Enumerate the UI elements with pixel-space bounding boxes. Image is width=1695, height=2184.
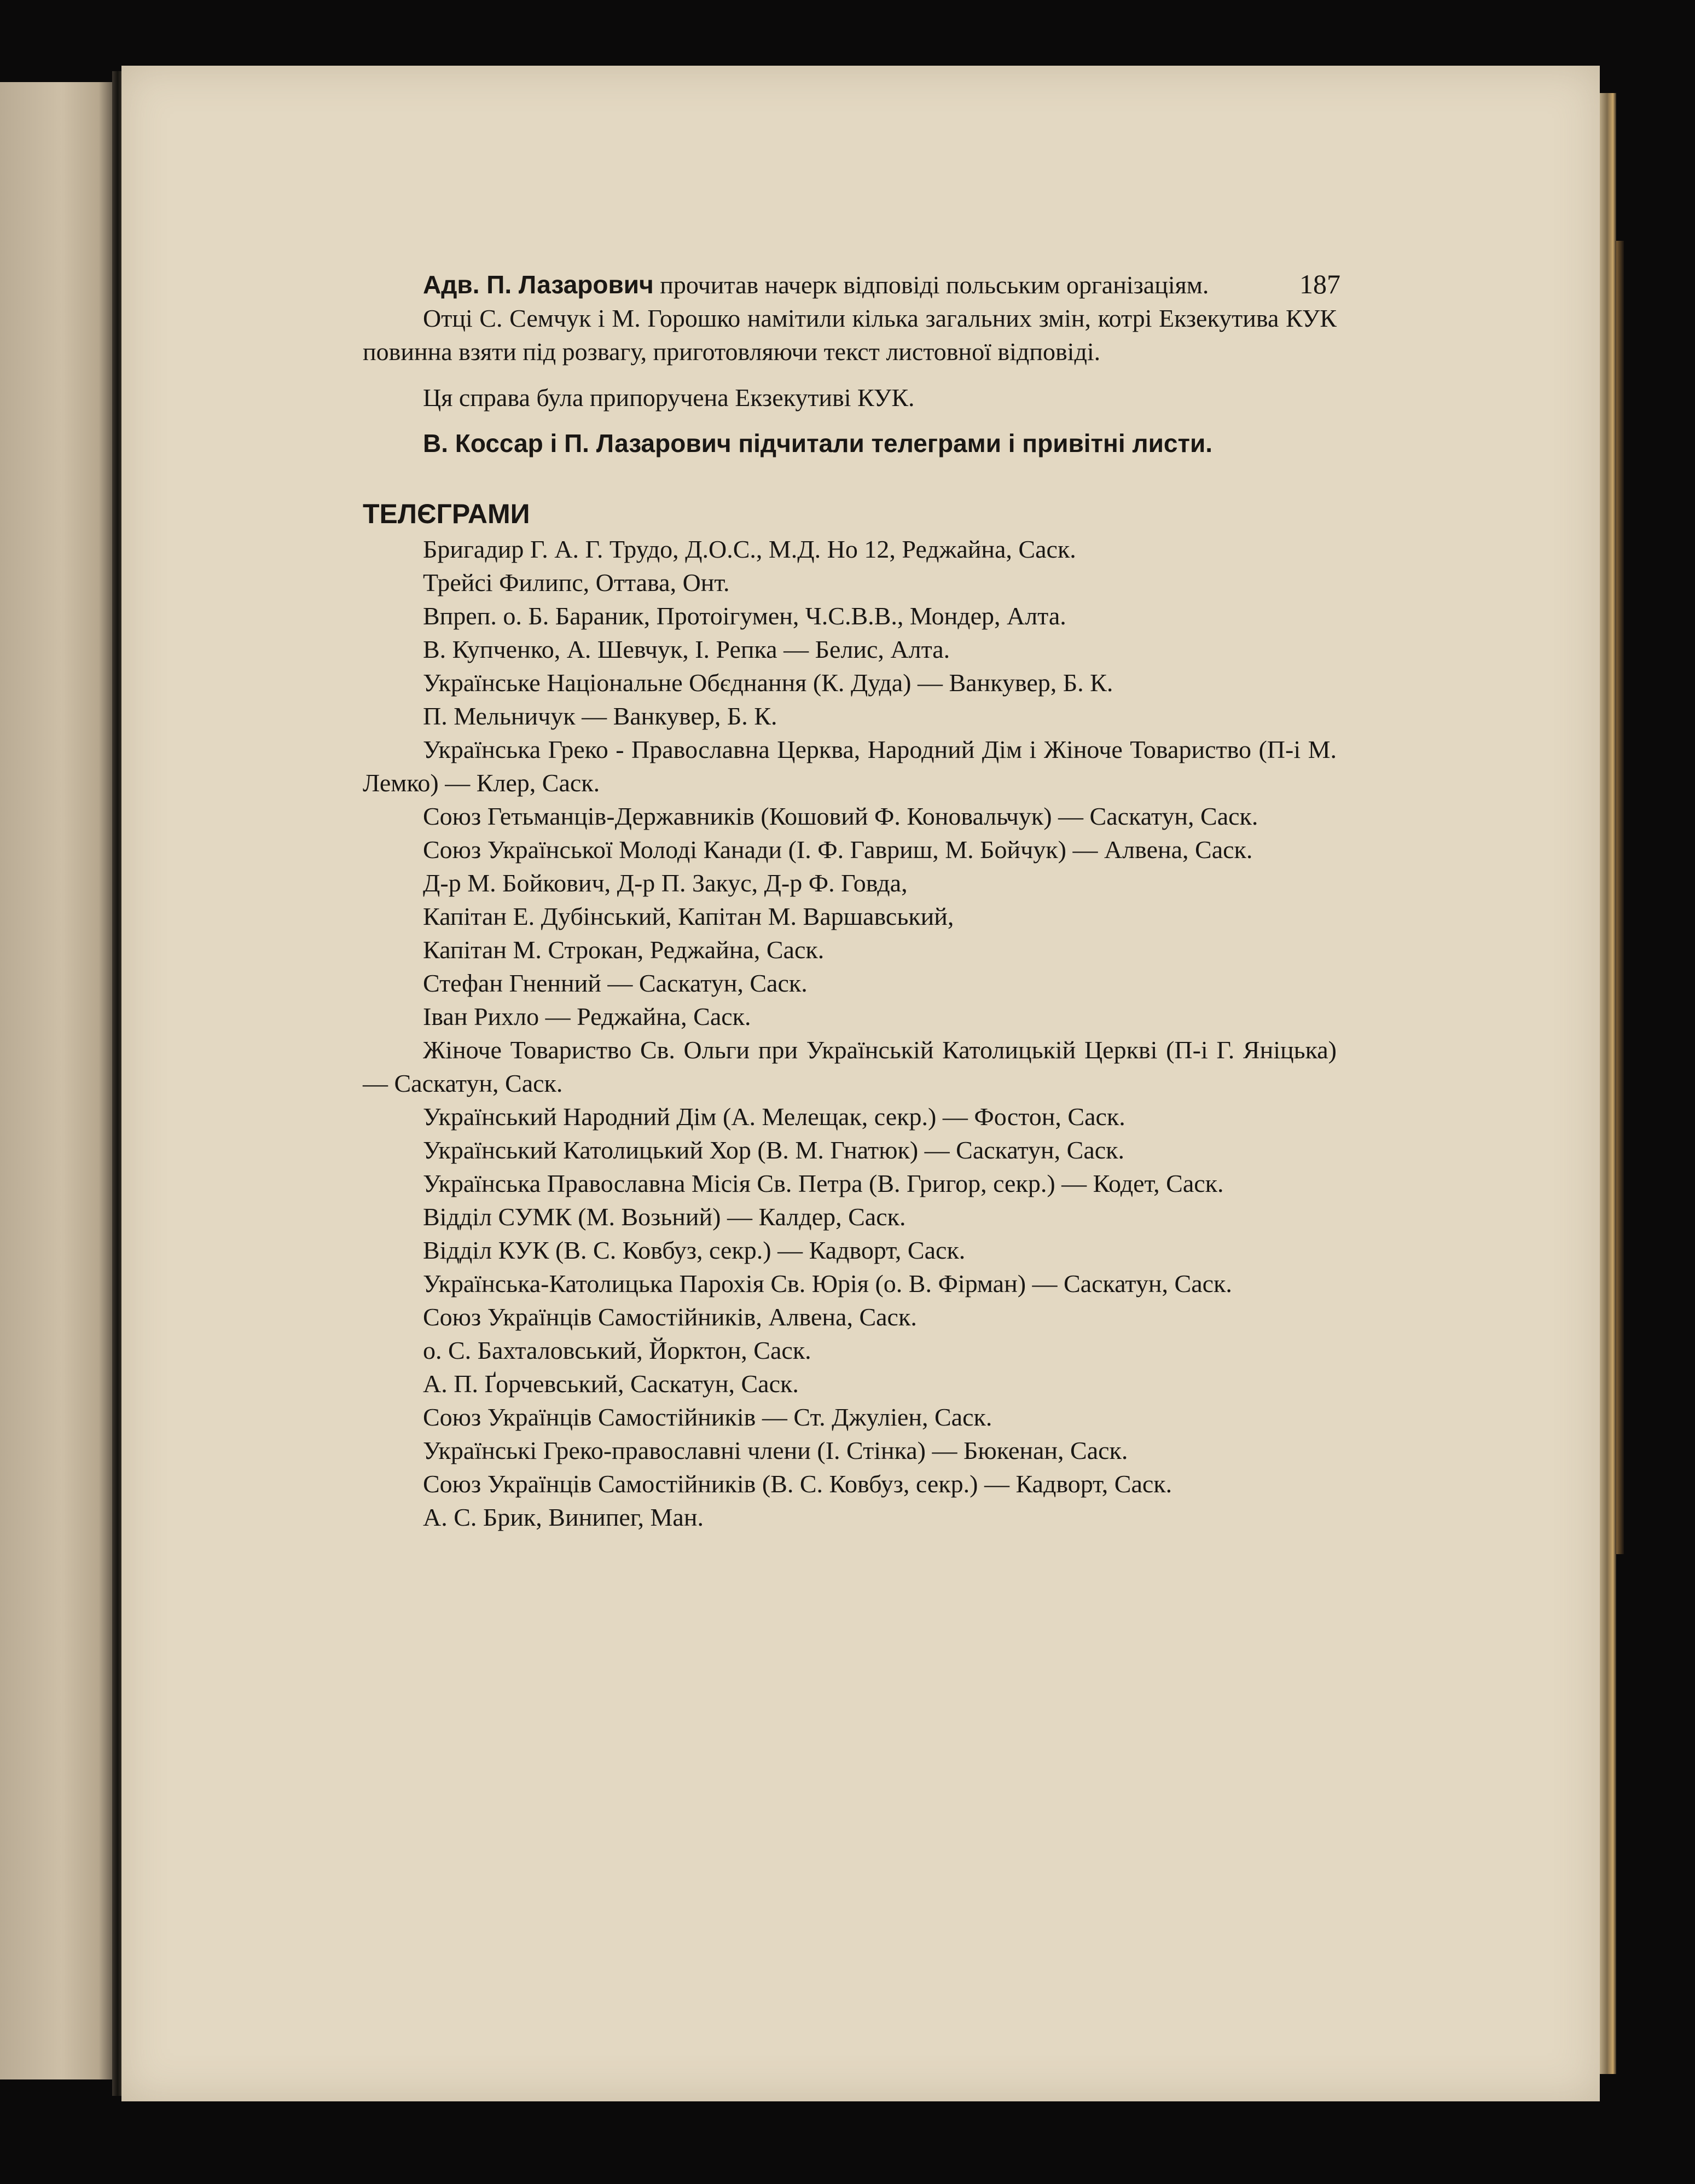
paragraph-text: Ця справа була припоручена Екзекутиві КУК. [423,384,915,412]
telegram-entry: В. Купченко, А. Шевчук, І. Репка — Белис, Алта. [423,635,950,663]
telegram-entry: Українська-Католицька Парохія Св. Юрія (о. В. Фірман) — Саскатун, Саск. [423,1270,1232,1297]
section-heading: ТЕЛЄГРАМИ [363,499,530,529]
page-edge-shadow [1616,241,1624,1554]
intro-paragraph [363,381,1337,414]
telegram-entry: Український Католицький Хор (В. М. Гнатюк) — Саскатун, Саск. [423,1136,1125,1164]
telegram-entry: Українська Православна Місія Св. Петра (В. Григор, секр.) — Кодет, Саск. [423,1169,1224,1197]
telegram-entry: Українська Греко - Православна Церква, Народний Дім і Жіноче Товариство (П-і М. Лемко) — Клер, Саск. [363,735,1337,797]
telegram-entry: Союз Українців Самостійників — Ст. Джуліен, Саск. [423,1403,992,1431]
page-number: 187 [1299,269,1340,299]
telegram-list [363,532,1337,1534]
telegram-entry: Бригадир Г. А. Г. Трудо, Д.О.С., М.Д. Но 12, Реджайна, Саск. [423,535,1076,563]
telegram-entry: Український Народний Дім (А. Мелещак, секр.) — Фостон, Саск. [423,1103,1125,1131]
telegram-entry: Впреп. о. Б. Бараник, Протоігумен, Ч.С.В.В., Мондер, Алта. [423,602,1066,630]
telegram-entry: Стефан Гненний — Саскатун, Саск. [423,969,808,997]
telegram-entry: Іван Рихло — Реджайна, Саск. [423,1003,751,1030]
telegram-entry: А. С. Брик, Винипег, Ман. [423,1503,704,1531]
speaker-name: В. Коссар і П. Лазарович підчитали телеграми і привітні листи. [423,429,1213,457]
telegram-entry: Союз Української Молоді Канади (І. Ф. Гавриш, М. Бойчук) — Алвена, Саск. [423,836,1253,864]
page-content [363,268,1337,1534]
paragraph-text: прочитав начерк відповіді польським організаціям. [653,271,1209,299]
telegram-entry: Трейсі Филипс, Оттава, Онт. [423,569,730,596]
intro-paragraph [363,302,1337,368]
telegram-entry: Союз Гетьманців-Державників (Кошовий Ф. Коновальчук) — Саскатун, Саск. [423,802,1258,830]
speaker-name: Адв. П. Лазарович [423,270,654,299]
page-edge [1600,93,1616,2074]
telegram-entry: А. П. Ґорчевський, Саскатун, Саск. [423,1370,799,1398]
telegram-entry: Відділ СУМК (М. Возьний) — Калдер, Саск. [423,1203,906,1231]
telegram-entry: Відділ КУК (В. С. Ковбуз, секр.) — Кадворт, Саск. [423,1236,966,1264]
telegram-entry: Д-р М. Бойкович, Д-р П. Закус, Д-р Ф. Говда, [423,869,908,897]
intro-paragraph [363,268,1337,302]
intro-paragraph [363,427,1337,460]
left-page-edge [0,82,112,2079]
telegram-entry: Капітан М. Строкан, Реджайна, Саск. [423,936,825,964]
telegram-entry: о. С. Бахталовський, Йорктон, Саск. [423,1336,811,1364]
intro-paragraphs [363,268,1337,460]
telegram-entry: Жіноче Товариство Св. Ольги при Українській Католицькій Церкві (П-і Г. Яніцька) — Саскатун, Саск. [363,1036,1337,1097]
telegram-entry: Українське Національне Обєднання (К. Дуда) — Ванкувер, Б. К. [423,669,1113,697]
telegram-entry: Союз Українців Самостійників (В. С. Ковбуз, секр.) — Кадворт, Саск. [423,1470,1172,1498]
telegram-entry: П. Мельничук — Ванкувер, Б. К. [423,702,777,730]
telegram-entry: Капітан Е. Дубінський, Капітан М. Варшавський, [423,902,954,930]
telegram-entry: Союз Українців Самостійників, Алвена, Саск. [423,1303,917,1331]
telegram-entry: Українські Греко-православні члени (І. Стінка) — Бюкенан, Саск. [423,1436,1128,1464]
paragraph-text: Отці С. Семчук і М. Горошко намітили кілька загальних змін, котрі Екзекутива КУК повинна взяти під розвагу, приготовляючи текст листовної відповіді. [363,304,1337,366]
